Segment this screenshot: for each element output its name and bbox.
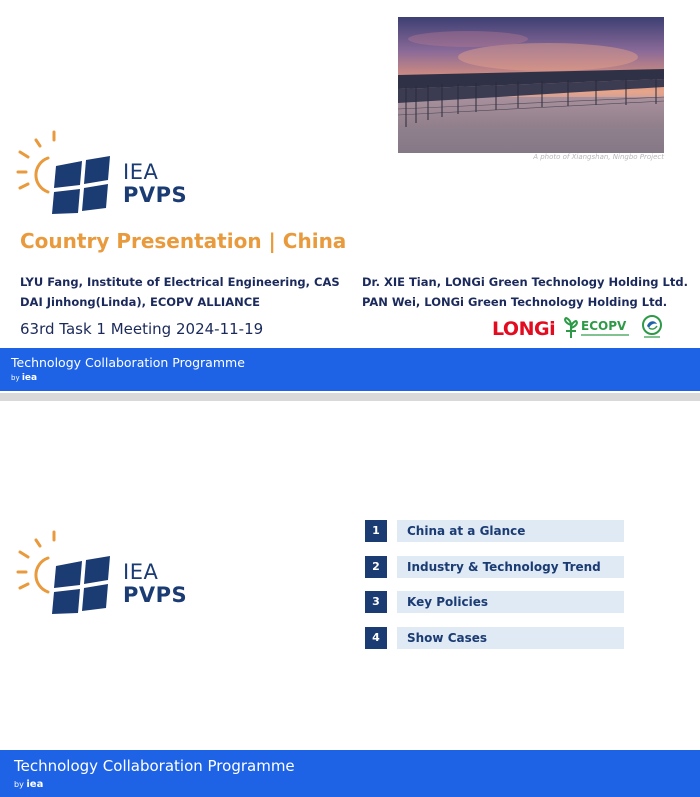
- author-pan-wei: PAN Wei, LONGi Green Technology Holding Ltd.: [362, 295, 668, 309]
- footer-bar: [0, 348, 700, 391]
- footer-iea-brand: iea: [26, 779, 44, 790]
- agenda-item-china-at-a-glance[interactable]: [365, 520, 624, 542]
- meeting-info: 63rd Task 1 Meeting 2024-11-19: [20, 320, 264, 338]
- author-dai-jinhong: DAI Jinhong(Linda), ECOPV ALLIANCE: [20, 295, 261, 309]
- footer-title: Technology Collaboration Programme: [14, 757, 295, 775]
- footer-bar: [0, 750, 700, 797]
- footer-by-iea: [14, 779, 43, 790]
- logo-pvps-text: PVPS: [123, 583, 188, 607]
- agenda-label: Industry & Technology Trend: [407, 560, 601, 574]
- agenda-label: Key Policies: [407, 595, 488, 609]
- agenda-label: China at a Glance: [407, 524, 526, 538]
- page-title: Country Presentation | China: [20, 229, 347, 253]
- agenda-number: 1: [365, 520, 387, 542]
- ecopv-leaf-icon: [562, 317, 580, 339]
- footer-iea-brand: iea: [21, 373, 38, 383]
- author-xie-tian: Dr. XIE Tian, LONGi Green Technology Holding Ltd.: [362, 275, 688, 289]
- ecopv-logo-text: ECOPV: [581, 319, 627, 333]
- footer-by-text: by: [11, 374, 20, 382]
- photo-caption: A photo of Xiangshan, Ningbo Project: [533, 153, 664, 161]
- footer-by-iea: [11, 373, 37, 383]
- sun-panel-icon: [16, 530, 116, 615]
- agenda-label: Show Cases: [407, 631, 488, 645]
- agenda-item-industry-technology-trend[interactable]: [365, 556, 624, 578]
- alliance-emblem: [640, 314, 664, 340]
- agenda-slide: [0, 401, 700, 797]
- alliance-emblem-icon: [640, 314, 664, 340]
- author-lyu-fang: LYU Fang, Institute of Electrical Engineering, CAS: [20, 275, 340, 289]
- agenda-item-show-cases[interactable]: [365, 627, 624, 649]
- longi-logo: [492, 318, 555, 340]
- agenda-number: 4: [365, 627, 387, 649]
- agenda-number: 2: [365, 556, 387, 578]
- logo-pvps-text: PVPS: [123, 183, 188, 207]
- agenda-bar: [397, 520, 624, 542]
- logo-iea-text: IEA: [123, 560, 159, 584]
- agenda-number: 3: [365, 591, 387, 613]
- solar-farm-photo: [398, 17, 664, 153]
- longi-logo-text: LONGi: [492, 318, 556, 340]
- iea-pvps-logo: [16, 530, 196, 615]
- footer-by-text: by: [14, 780, 24, 789]
- sun-panel-icon: [16, 130, 116, 215]
- ecopv-logo: [562, 317, 632, 341]
- logo-iea-text: IEA: [123, 160, 159, 184]
- iea-pvps-logo: [16, 130, 196, 215]
- agenda-bar: [397, 591, 624, 613]
- agenda-bar: [397, 556, 624, 578]
- title-slide: [0, 0, 700, 393]
- agenda-bar: [397, 627, 624, 649]
- footer-title: Technology Collaboration Programme: [11, 355, 245, 370]
- agenda-item-key-policies[interactable]: [365, 591, 624, 613]
- ecopv-subtitle-line: [581, 334, 629, 336]
